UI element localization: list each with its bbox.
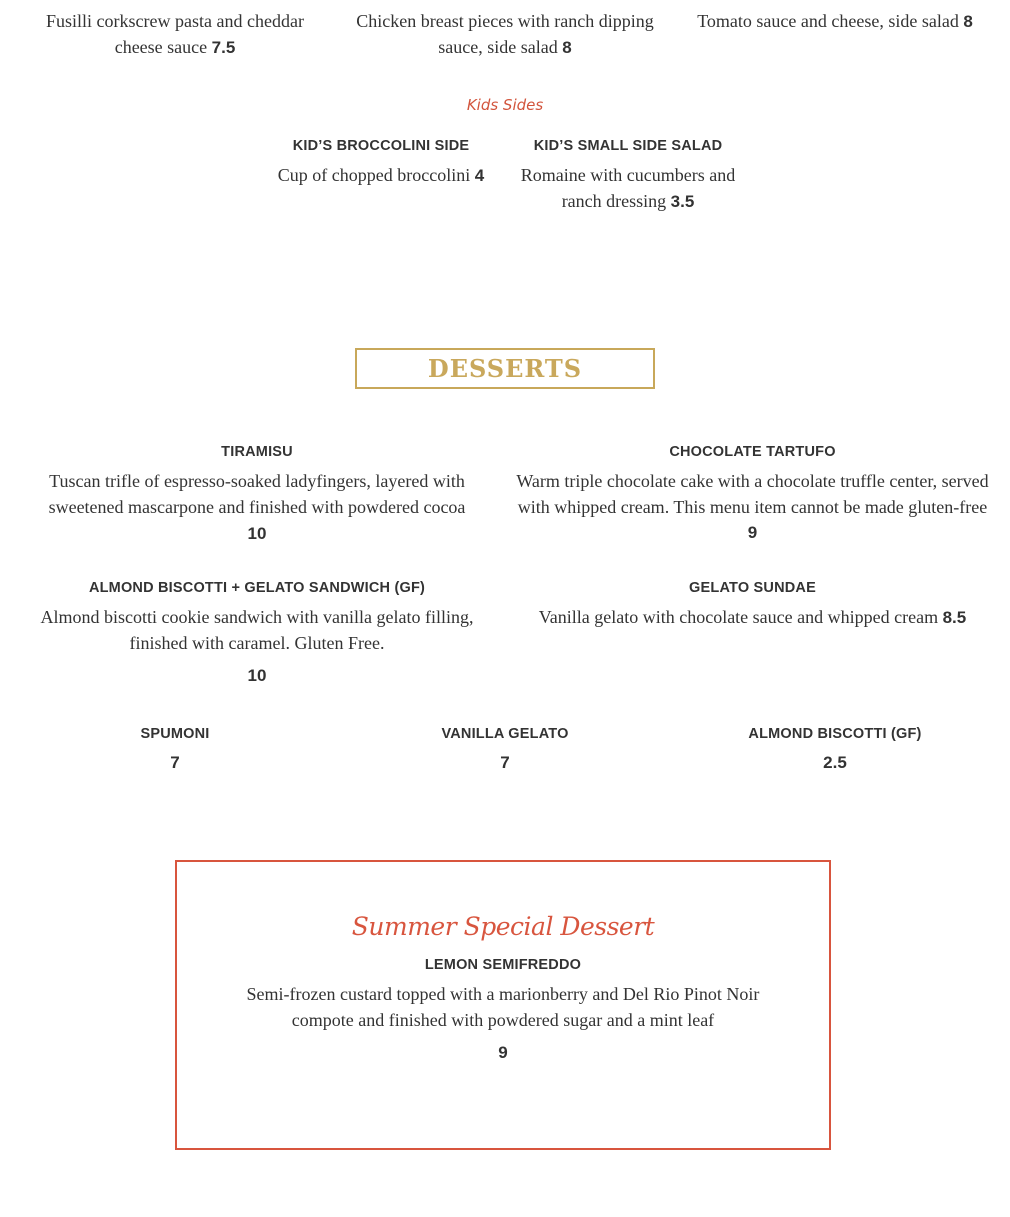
dessert-tiramisu: [22, 444, 492, 547]
item-price: 8: [963, 12, 973, 31]
item-price: 8: [562, 38, 572, 57]
item-price: 9: [747, 523, 758, 542]
item-price: 10: [247, 524, 267, 543]
item-name: CHOCOLATE TARTUFO: [669, 444, 836, 460]
item-price: 9: [498, 1043, 508, 1062]
kids-item-chicken: [355, 8, 655, 61]
summer-special-title: Summer Special Dessert: [351, 912, 655, 941]
dessert-biscotti-sandwich: [22, 580, 492, 686]
dessert-almond-biscotti: [680, 726, 990, 776]
item-price: 8.5: [942, 608, 967, 627]
item-name: KID’S BROCCOLINI SIDE: [292, 138, 470, 154]
item-description: Tuscan trifle of espresso-soaked ladyfingers, layered with sweetened mascarpone and finished with powdered cocoa 10: [48, 471, 466, 543]
item-price: 3.5: [670, 192, 695, 211]
desserts-title-box: [355, 348, 655, 389]
item-name: LEMON SEMIFREDDO: [424, 957, 582, 973]
item-name: ALMOND BISCOTTI + GELATO SANDWICH (GF): [88, 580, 426, 596]
item-description: Chicken breast pieces with ranch dipping sauce, side salad 8: [356, 11, 654, 57]
item-price: 2.5: [823, 753, 847, 772]
kids-item-pizza: [680, 8, 990, 35]
item-description: Fusilli corkscrew pasta and cheddar cheese sauce 7.5: [46, 11, 304, 57]
item-name: SPUMONI: [140, 726, 210, 742]
kids-side-salad: [515, 138, 741, 215]
item-name: GELATO SUNDAE: [689, 580, 816, 596]
item-name: ALMOND BISCOTTI (GF): [748, 726, 922, 742]
item-description: Cup of chopped broccolini 4: [277, 165, 485, 185]
item-price: 7.5: [211, 38, 236, 57]
item-description: Tomato sauce and cheese, side salad 8: [697, 11, 973, 31]
item-price: 7: [170, 753, 180, 772]
item-price: 10: [247, 666, 267, 685]
item-description: Almond biscotti cookie sandwich with vanilla gelato filling, finished with caramel. Gluten Free.: [40, 607, 474, 653]
item-description: Vanilla gelato with chocolate sauce and whipped cream 8.5: [538, 607, 967, 627]
kids-sides-heading: Kids Sides: [466, 96, 544, 114]
kids-side-broccolini: [270, 138, 492, 189]
item-description: Warm triple chocolate cake with a chocolate truffle center, served with whipped cream. This menu item cannot be made gluten-free: [516, 471, 989, 517]
desserts-title: DESSERTS: [427, 354, 583, 383]
dessert-vanilla-gelato: [355, 726, 655, 776]
item-name: VANILLA GELATO: [441, 726, 569, 742]
item-description: Semi-frozen custard topped with a marionberry and Del Rio Pinot Noir compote and finished with powdered sugar and a mint leaf: [246, 984, 760, 1030]
dessert-chocolate-tartufo: [515, 444, 990, 546]
item-name: KID’S SMALL SIDE SALAD: [533, 138, 723, 154]
item-name: TIRAMISU: [221, 444, 293, 460]
summer-special-box: [175, 860, 831, 1150]
item-price: 4: [474, 166, 485, 185]
item-price: 7: [500, 753, 510, 772]
dessert-gelato-sundae: [515, 580, 990, 631]
dessert-spumoni: [20, 726, 330, 776]
kids-item-pasta: [20, 8, 330, 61]
item-description: Romaine with cucumbers and ranch dressing 3.5: [520, 165, 736, 211]
